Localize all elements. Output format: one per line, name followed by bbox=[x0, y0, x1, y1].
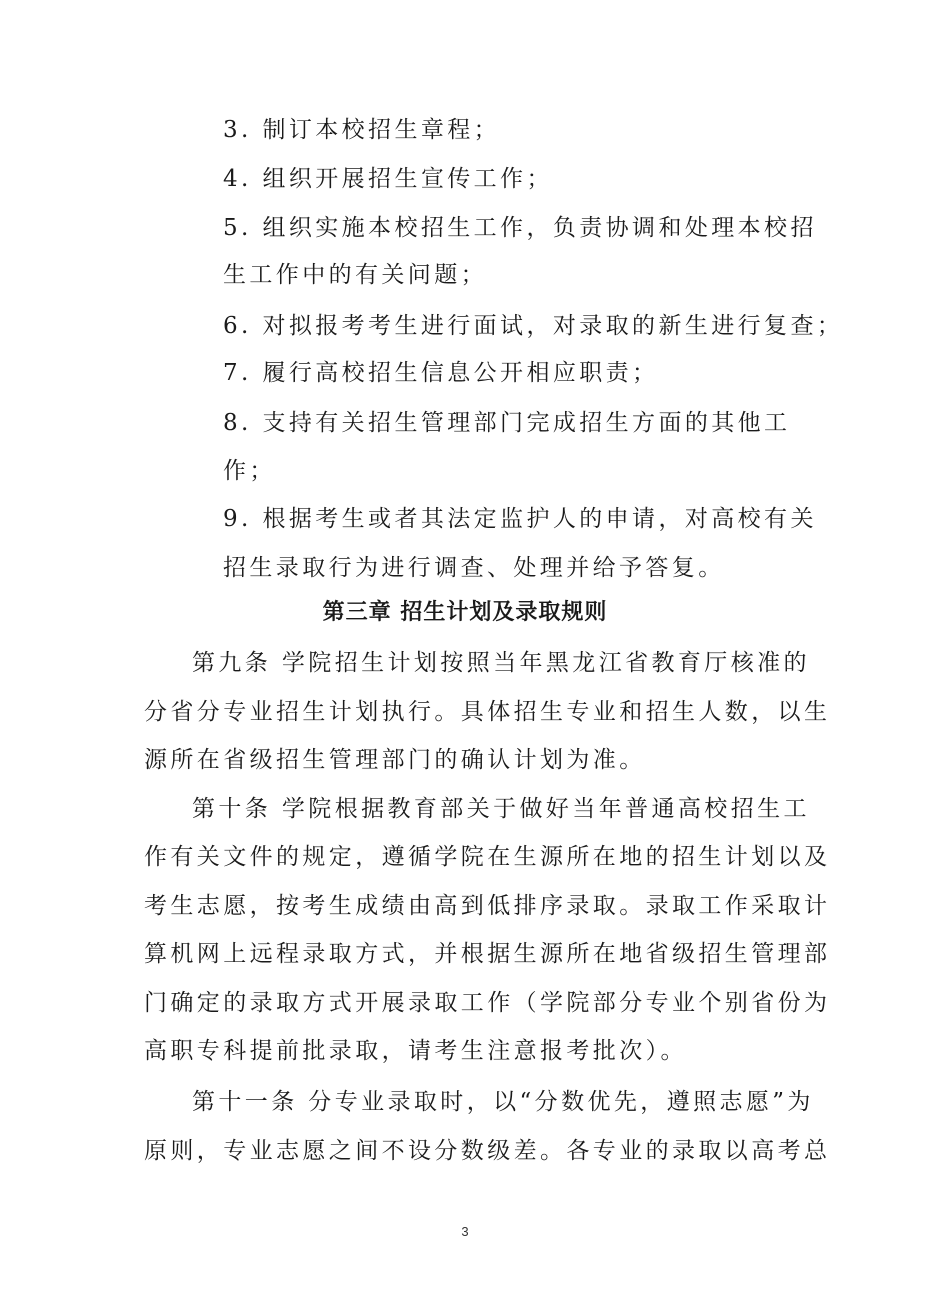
list-item-5: 5. 组织实施本校招生工作，负责协调和处理本校招 bbox=[223, 215, 817, 241]
list-item-9-continued: 招生录取行为进行调查、处理并给予答复。 bbox=[223, 555, 725, 581]
list-item-6: 6. 对拟报考考生进行面试，对录取的新生进行复查； bbox=[223, 313, 844, 339]
article-10-line-6: 高职专科提前批录取，请考生注意报考批次）。 bbox=[144, 1038, 687, 1064]
list-item-9: 9. 根据考生或者其法定监护人的申请，对高校有关 bbox=[223, 506, 817, 532]
list-item-8: 8. 支持有关招生管理部门完成招生方面的其他工 bbox=[223, 410, 791, 436]
chapter-title: 第三章 招生计划及录取规则 bbox=[322, 600, 608, 625]
list-item-4: 4. 组织开展招生宣传工作； bbox=[223, 166, 553, 192]
list-item-8-continued: 作； bbox=[223, 458, 276, 484]
article-10-line-3: 考生志愿，按考生成绩由高到低排序录取。录取工作采取计 bbox=[144, 893, 831, 919]
list-item-3: 3. 制订本校招生章程； bbox=[223, 117, 501, 143]
article-10-line-2: 作有关文件的规定，遵循学院在生源所在地的招生计划以及 bbox=[144, 844, 831, 870]
article-11-line-2: 原则，专业志愿之间不设分数级差。各专业的录取以高考总 bbox=[144, 1138, 831, 1164]
article-11-line-1: 第十一条 分专业录取时，以“分数优先，遵照志愿”为 bbox=[192, 1089, 814, 1115]
article-10-line-5: 门确定的录取方式开展录取工作（学院部分专业个别省份为 bbox=[144, 990, 831, 1016]
list-item-7: 7. 履行高校招生信息公开相应职责； bbox=[223, 360, 659, 386]
list-item-5-continued: 生工作中的有关问题； bbox=[223, 262, 487, 288]
page-number: 3 bbox=[461, 1224, 469, 1239]
article-9-line-2: 分省分专业招生计划执行。具体招生专业和招生人数，以生 bbox=[144, 699, 831, 725]
article-9-line-1: 第九条 学院招生计划按照当年黑龙江省教育厅核准的 bbox=[192, 650, 810, 676]
article-10-line-4: 算机网上远程录取方式，并根据生源所在地省级招生管理部 bbox=[144, 941, 831, 967]
article-9-line-3: 源所在省级招生管理部门的确认计划为准。 bbox=[144, 747, 646, 773]
article-10-line-1: 第十条 学院根据教育部关于做好当年普通高校招生工 bbox=[192, 796, 810, 822]
